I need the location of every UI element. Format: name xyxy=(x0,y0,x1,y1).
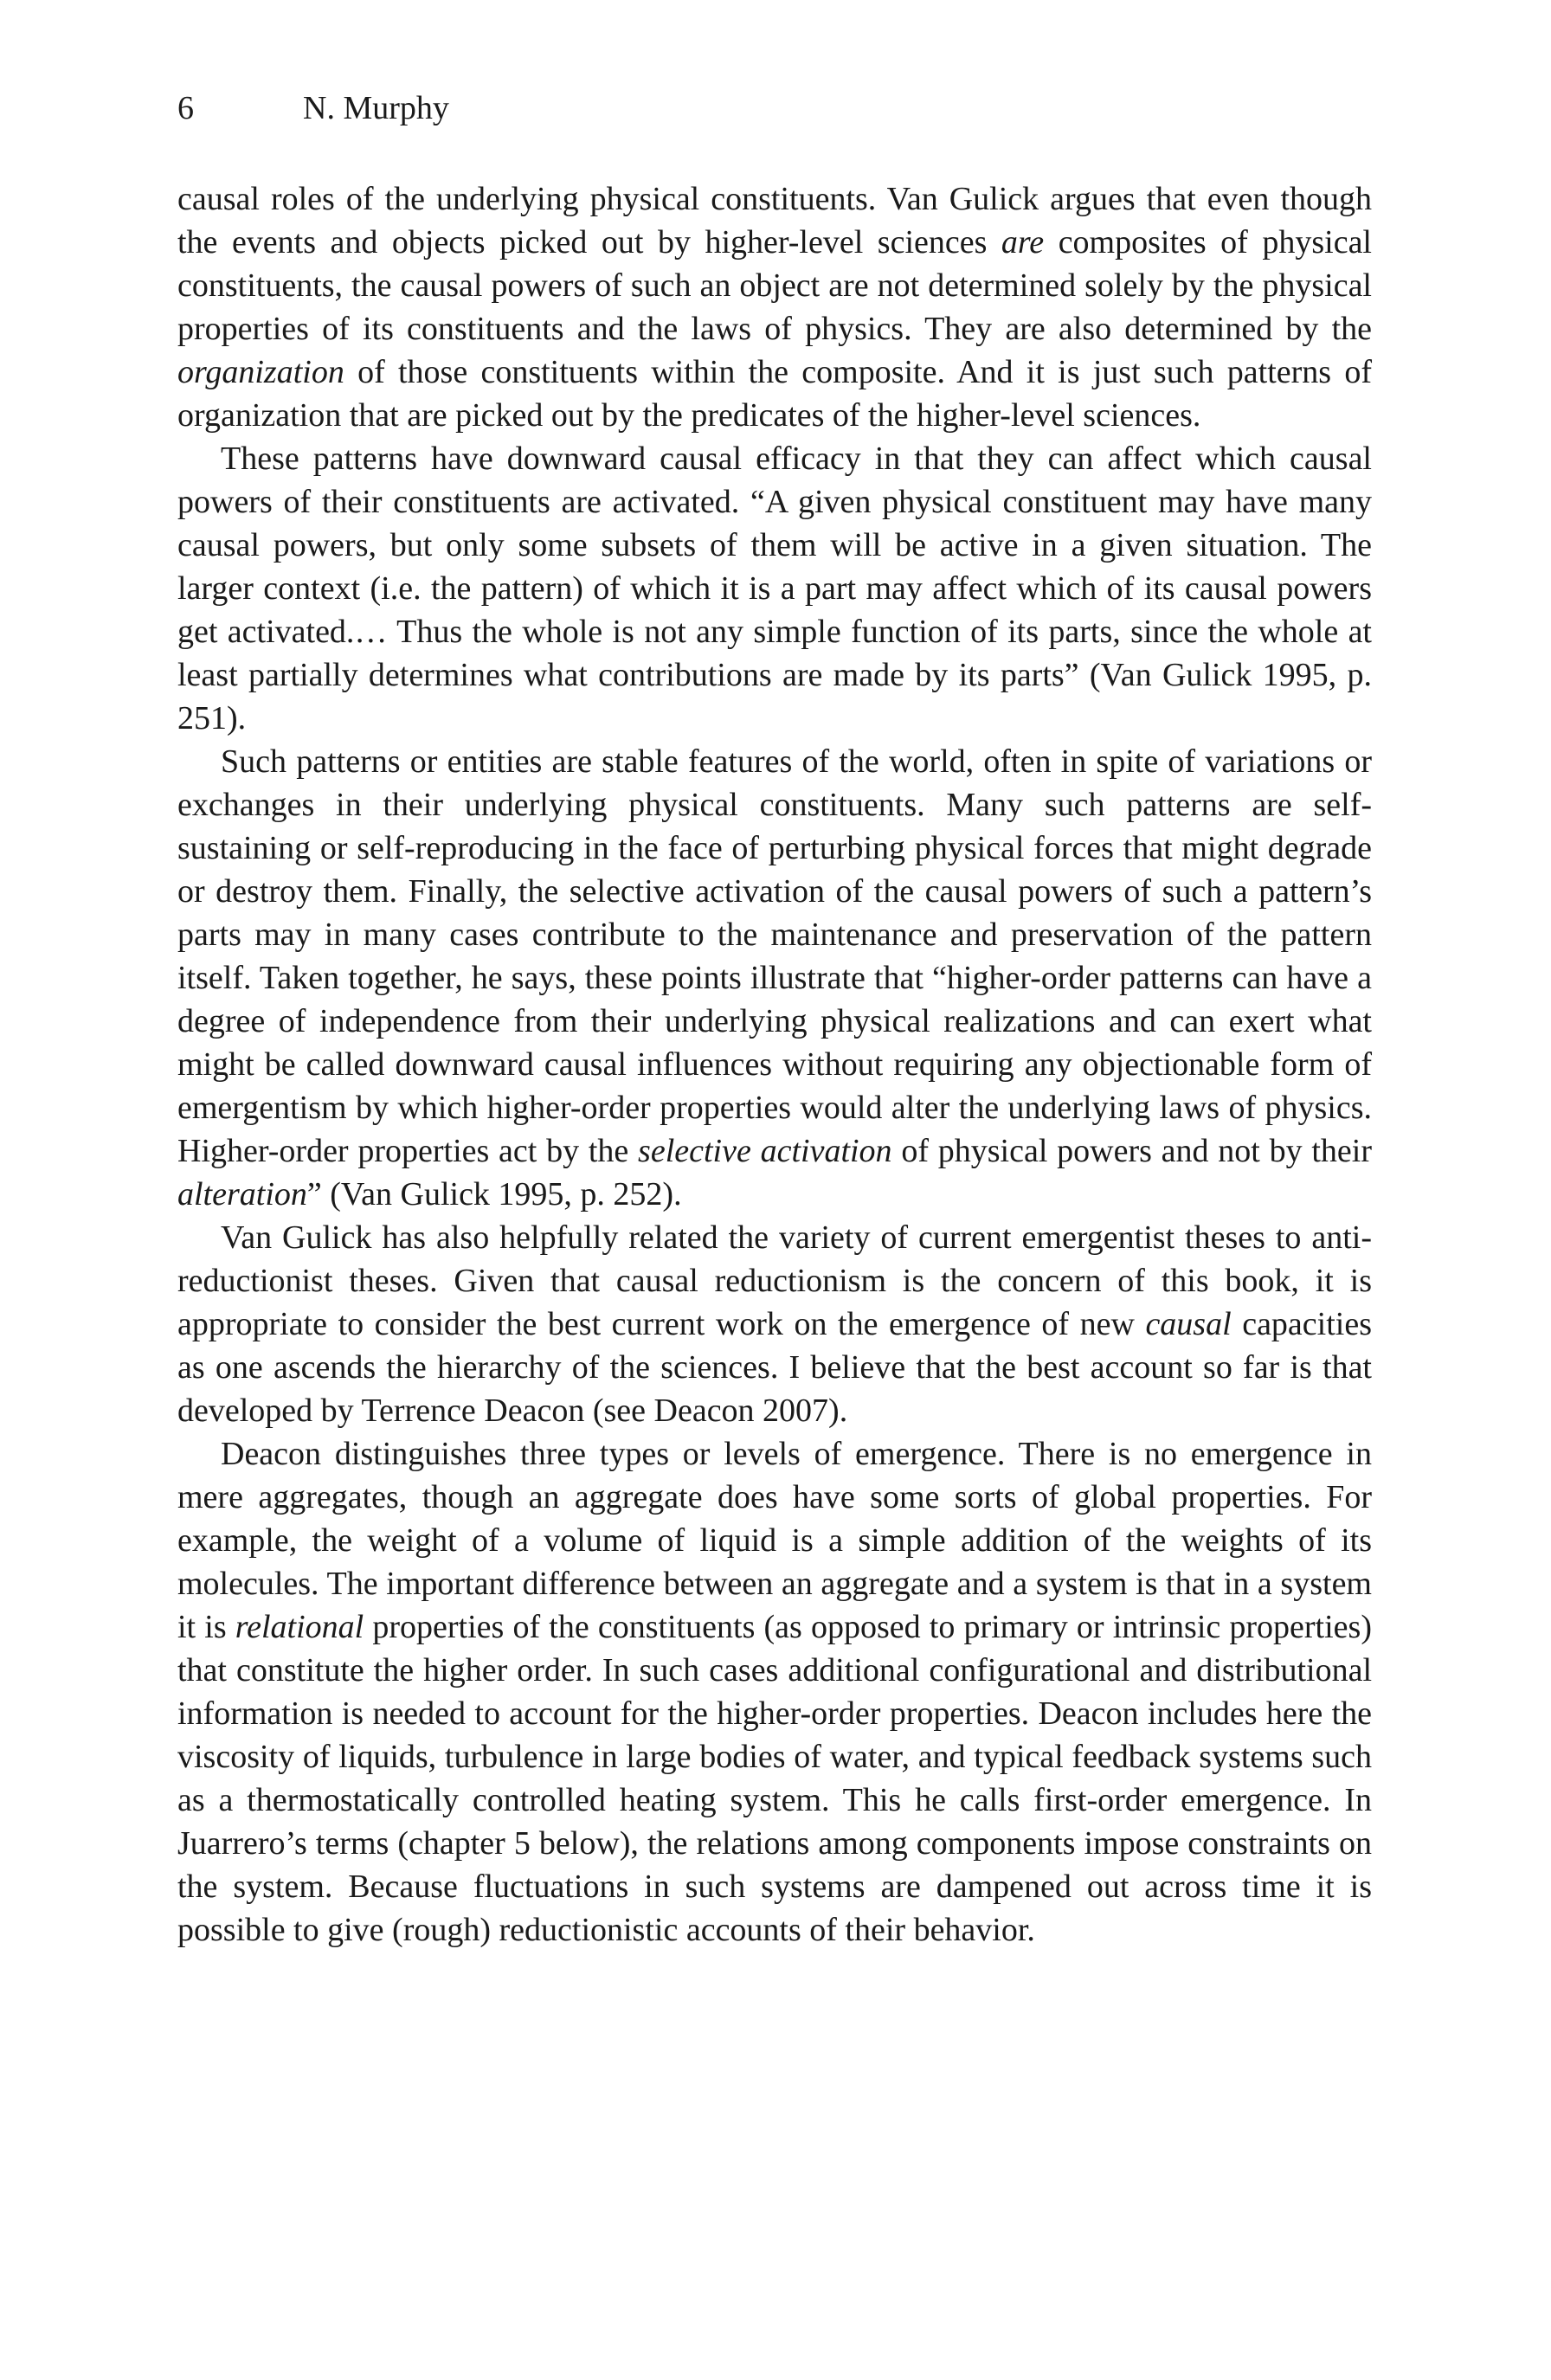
text-segment: of those constituents within the composite. And it is just such patterns of organization that are picked out by the predicates of the higher-level sciences. xyxy=(177,354,1372,434)
italic-segment: relational xyxy=(235,1609,364,1645)
paragraph-5 xyxy=(177,1432,1372,1952)
running-head-author: N. Murphy xyxy=(303,90,449,126)
italic-segment: causal xyxy=(1145,1306,1232,1342)
text-segment: capacities as one ascends the hierarchy of the sciences. I believe that the best account so far is that developed by Terrence Deacon (see Deacon 2007). xyxy=(177,1306,1372,1429)
paragraph-4 xyxy=(177,1216,1372,1432)
text-segment: ” (Van Gulick 1995, p. 252). xyxy=(306,1176,682,1213)
italic-segment: are xyxy=(1001,224,1045,261)
text-segment: Deacon distinguishes three types or levels of emergence. There is no emergence in mere aggregates, though an aggregate does have some sorts of global properties. For example, the weight of a volume of liquid is a simple addition of the weights of its molecules. The important difference between an aggregate and a system is that in a system it is xyxy=(177,1436,1372,1645)
text-segment: properties of the constituents (as opposed to primary or intrinsic properties) that constitute the higher order. In such cases additional configurational and distributional information is needed to account for the higher-order properties. Deacon includes here the viscosity of liquids, turbulence in large bodies of water, and typical feedback systems such as a thermostatically controlled heating system. This he calls first-order emergence. In Juarrero’s terms (chapter 5 below), the relations among components impose constraints on the system. Because fluctuations in such systems are dampened out across time it is possible to give (rough) reductionistic accounts of their behavior. xyxy=(177,1609,1372,1948)
text-segment: causal roles of the underlying physical constituents. Van Gulick argues that even though the events and objects picked out by higher-level sciences xyxy=(177,181,1372,261)
text-segment: These patterns have downward causal efficacy in that they can affect which causal powers of their constituents are activated. “A given physical constituent may have many causal powers, but only some subsets of them will be active in a given situation. The larger context (i.e. the pattern) of which it is a part may affect which of its causal powers get activated.… Thus the whole is not any simple function of its parts, since the whole at least partially determines what contributions are made by its parts” (Van Gulick 1995, p. 251). xyxy=(177,441,1372,737)
text-segment: of physical powers and not by their xyxy=(891,1133,1372,1169)
italic-segment: organization xyxy=(177,354,344,390)
text-segment: composites of physical constituents, the causal powers of such an object are not determined solely by the physical properties of its constituents and the laws of physics. They are also determined by the xyxy=(177,224,1372,347)
text-segment: Van Gulick has also helpfully related the variety of current emergentist theses to anti-reductionist theses. Given that causal reductionism is the concern of this book, it is appropriate to consider the best current work on the emergence of new xyxy=(177,1219,1372,1342)
italic-segment: alteration xyxy=(177,1176,307,1213)
paragraph-1 xyxy=(177,177,1372,437)
body-text xyxy=(177,177,1372,1952)
running-head xyxy=(177,87,449,130)
text-segment: Such patterns or entities are stable features of the world, often in spite of variations or exchanges in their underlying physical constituents. Many such patterns are self-sustaining or self-reproducing in the face of perturbing physical forces that might degrade or destroy them. Finally, the selective activation of the causal powers of such a pattern’s parts may in many cases contribute to the maintenance and preservation of the pattern itself. Taken together, he says, these points illustrate that “higher-order patterns can have a degree of independence from their underlying physical realizations and can exert what might be called downward causal influences without requiring any objectionable form of emergentism by which higher-order properties would alter the underlying laws of physics. Higher-order properties act by the xyxy=(177,743,1372,1169)
paragraph-3 xyxy=(177,740,1372,1216)
paragraph-2 xyxy=(177,437,1372,740)
page-number: 6 xyxy=(177,90,194,126)
italic-segment: selective activation xyxy=(638,1133,892,1169)
